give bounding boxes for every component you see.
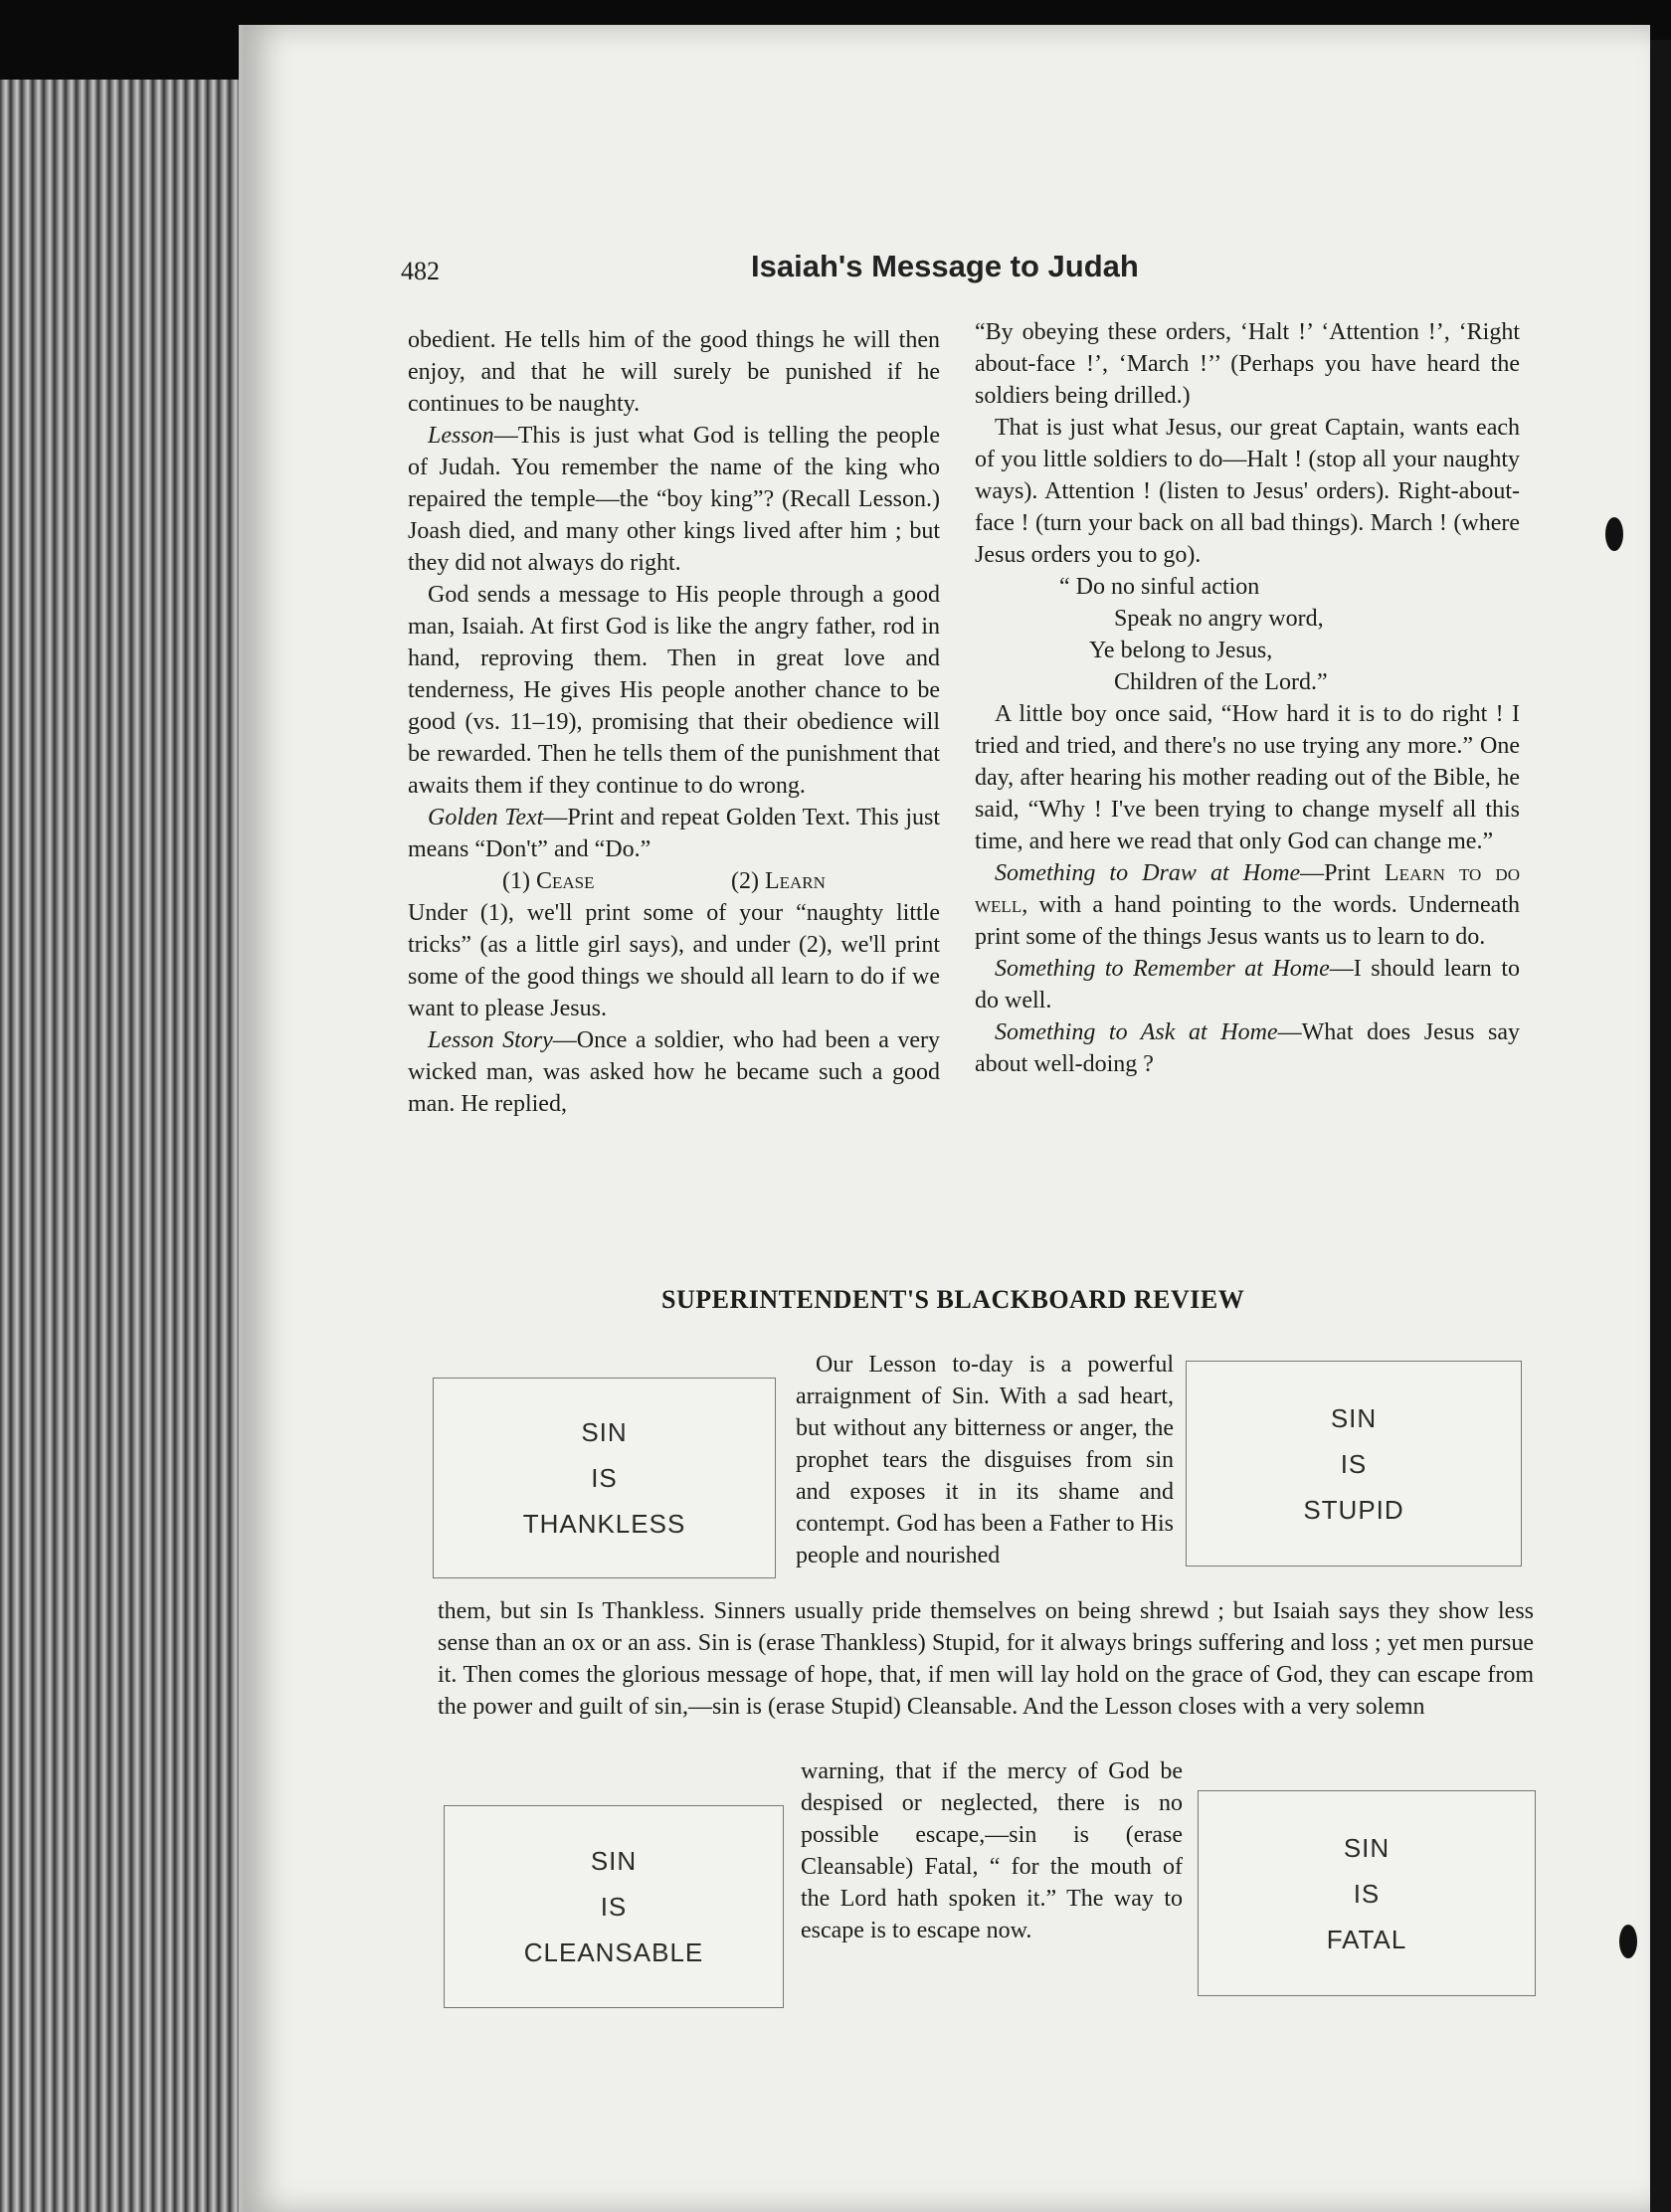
binding-hole-icon (1605, 517, 1623, 551)
blackboard-box-fatal: SIN IS FATAL (1198, 1790, 1536, 1996)
review-heading: SUPERINTENDENT'S BLACKBOARD REVIEW (661, 1285, 1245, 1314)
paragraph: Lesson Story—Once a soldier, who had been a very wicked man, was asked how he became such a good man. He replied, (408, 1027, 941, 1117)
verse-line: “ Do no sinful action (1059, 574, 1260, 600)
paragraph: “By obeying these orders, ‘Halt !’ ‘Attention !’, ‘Right about-face !’, ‘March !’’ (Perhaps you have heard the soldiers being drilled.) (975, 319, 1520, 409)
running-title: Isaiah's Message to Judah (751, 249, 1139, 283)
verse-line: Children of the Lord.” (1114, 669, 1328, 695)
paragraph: Our Lesson to-day is a powerful arraignment of Sin. With a sad heart, but without any bitterness or anger, the prophet tears the disguises from sin and exposes it in its shame and contempt. God has been a Father to His people and nourished (796, 1352, 1174, 1568)
cease-learn-list (408, 865, 940, 897)
book-shadow (0, 0, 249, 80)
paragraph: them, but sin Is Thankless. Sinners usually pride themselves on being shrewd ; but Isaiah says they show less sense than an ox or an ass. Sin is (erase Thankless) Stupid, for it always brings suffering and loss ; yet men pursue it. Then comes the glorious message of hope, that, if men will lay hold on the grace of God, they can escape from the power and guilt of sin,—sin is (erase Stupid) Cleansable. And the Lesson closes with a very solemn (438, 1598, 1534, 1720)
verse (975, 571, 1520, 698)
page-number: 482 (401, 257, 440, 285)
paragraph: Something to Remember at Home—I should learn to do well. (975, 956, 1520, 1014)
paragraph: That is just what Jesus, our great Captain, wants each of you little soldiers to do—Halt ! (stop all your naughty ways). Attention ! (listen to Jesus' orders). Right-about-face ! (turn your back on all bad things). March ! (where Jesus orders you to go). (975, 415, 1520, 568)
review-text-middle (438, 1595, 1534, 1723)
paragraph: Something to Draw at Home—Print Learn to do well, with a hand pointing to the words. Underneath print some of the things Jesus wants us to learn to do. (975, 860, 1520, 950)
paragraph: A little boy once said, “How hard it is to do right ! I tried and tried, and there's no use trying any more.” One day, after hearing his mother reading out of the Bible, he said, “Why ! I've been trying to change myself all this time, and here we read that only God can change me.” (975, 701, 1520, 854)
list-item: (2) Learn (731, 868, 826, 894)
paragraph: Something to Ask at Home—What does Jesus say about well-doing ? (975, 1019, 1520, 1077)
lesson-story-label: Lesson Story (428, 1027, 553, 1053)
blackboard-box-thankless: SIN IS THANKLESS (433, 1378, 776, 1578)
right-column (975, 316, 1520, 1080)
list-item: (1) Cease (502, 868, 595, 894)
paragraph: Golden Text—Print and repeat Golden Text. This just means “Don't” and “Do.” (408, 805, 940, 862)
golden-text-label: Golden Text (428, 805, 544, 830)
review-text-top (796, 1349, 1174, 1571)
lesson-label: Lesson (428, 423, 494, 449)
blackboard-box-stupid: SIN IS STUPID (1186, 1361, 1522, 1567)
left-column (408, 324, 940, 1120)
paragraph: Under (1), we'll print some of your “naughty little tricks” (as a little girl says), and under (2), we'll print some of the good things we should all learn to do if we want to please Jesus. (408, 900, 940, 1021)
book-page-edges (0, 40, 249, 2212)
remember-at-home-label: Something to Remember at Home (995, 956, 1330, 982)
verse-line: Speak no angry word, (1114, 606, 1324, 632)
blackboard-box-cleansable: SIN IS CLEANSABLE (444, 1805, 784, 2008)
binding-hole-icon (1619, 1925, 1637, 1958)
paragraph: Lesson—This is just what God is telling the people of Judah. You remember the name of the king who repaired the temple—the “boy king”? (Recall Lesson.) Joash died, and many other kings lived after him ; but they did not always do right. (408, 423, 940, 576)
paragraph: God sends a message to His people through a good man, Isaiah. At first God is like the angry father, rod in hand, reproving them. Then in great love and tenderness, He gives His people another chance to be good (vs. 11–19), promising that their obedience will be rewarded. Then he tells them of the punishment that awaits them if they continue to do wrong. (408, 582, 940, 799)
draw-at-home-label: Something to Draw at Home (995, 860, 1301, 886)
paragraph: warning, that if the mercy of God be despised or neglected, there is no possible escape,—sin is (erase Cleansable) Fatal, “ for the mouth of the Lord hath spoken it.” The way to escape is to escape now. (801, 1758, 1183, 1943)
paragraph: obedient. He tells him of the good things he will then enjoy, and that he will surely be punished if he continues to be naughty. (408, 327, 940, 417)
review-text-bottom (801, 1755, 1183, 1946)
ask-at-home-label: Something to Ask at Home (995, 1019, 1278, 1045)
verse-line: Ye belong to Jesus, (1089, 638, 1273, 663)
